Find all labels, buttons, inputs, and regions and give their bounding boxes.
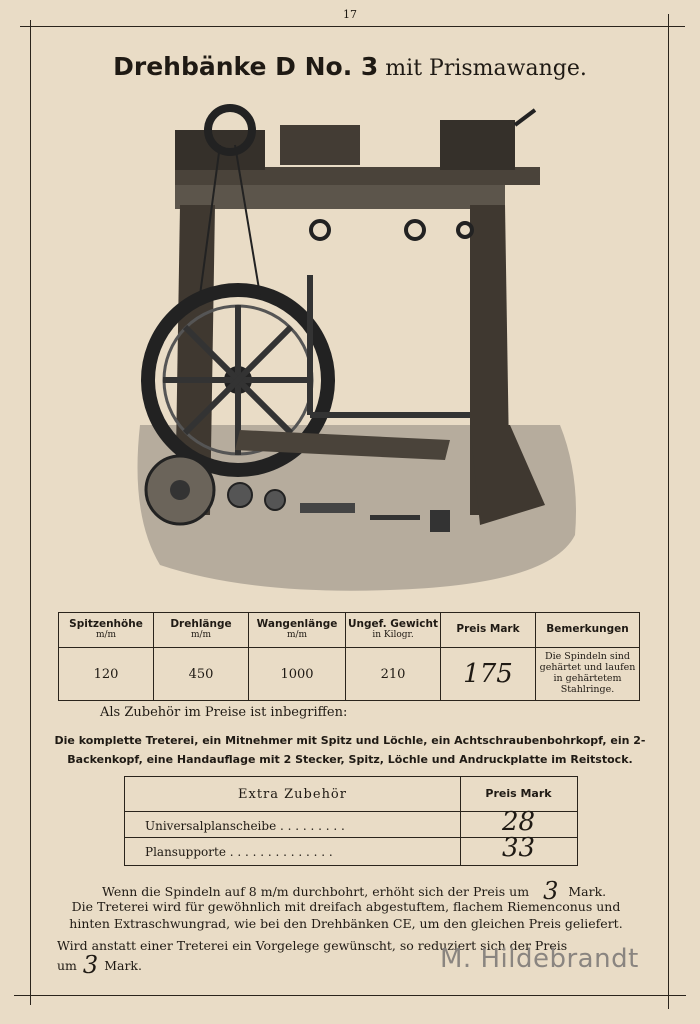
spec-header: Preis Mark xyxy=(441,613,536,648)
watermark: M. Hildebrandt xyxy=(440,944,639,974)
spec-header: Bemerkungen xyxy=(536,613,640,648)
spec-header-row xyxy=(59,613,640,648)
bore-note-text: Wenn die Spindeln auf 8 m/m durchbohrt, erhöht sich der Preis um xyxy=(102,884,530,899)
lathe-illustration xyxy=(130,95,580,600)
title-main: Drehbänke D No. 3 xyxy=(113,52,379,81)
frame-right-rule xyxy=(668,14,669,1009)
vorgelege-note-unit: Mark. xyxy=(104,958,142,973)
bore-note-unit: Mark. xyxy=(568,884,607,899)
frame-left-rule xyxy=(30,20,31,1005)
spec-cell: 210 xyxy=(346,648,441,701)
extra-accessories-table xyxy=(124,776,578,866)
extra-item-price: 28 xyxy=(501,807,536,837)
included-text: Die komplette Treterei, ein Mitnehmer mit Spitz und Löchle, ein Achtschraubenbohrkopf, ein 2-Backenkopf, eine Handauflage mit 2 Stecker, Spitz, Löchle und Andruckplatte im Reitstock. xyxy=(54,734,646,766)
treterei-note: Die Treterei wird für gewöhnlich mit dreifach abgestuftem, flachem Riemenconus und hinten Extraschwungrad, wie bei den Drehbänken CE, um den gleichen Preis geliefert. xyxy=(69,899,623,931)
spec-table xyxy=(58,612,640,701)
spec-cell: 1000 xyxy=(249,648,346,701)
spec-remarks-cell: Die Spindeln sind gehärtet und laufen in gehärtetem Stahlringe. xyxy=(536,648,640,701)
vorgelege-note-text: Wird anstatt einer Treterei ein Vorgelege gewünscht, so reduziert sich der Preis um xyxy=(57,938,568,973)
spec-header: Drehlänge m/m xyxy=(154,613,249,648)
spec-data-row xyxy=(59,648,640,701)
spec-header: Spitzenhöhe m/m xyxy=(59,613,154,648)
spec-header: Ungef. Gewicht in Kilogr. xyxy=(346,613,441,648)
frame-top-rule xyxy=(20,26,685,27)
extra-item-price: 33 xyxy=(501,833,536,863)
title-suffix: mit Prismawange. xyxy=(378,56,587,81)
extra-price-heading: Preis Mark xyxy=(485,787,552,800)
bore-note-value: 3 xyxy=(543,877,559,905)
vorgelege-note-value: 3 xyxy=(82,951,99,979)
page-title xyxy=(0,52,700,81)
extra-heading: Extra Zubehör xyxy=(238,787,347,802)
included-heading: Als Zubehör im Preise ist inbegriffen: xyxy=(100,705,348,720)
frame-bottom-rule xyxy=(14,995,686,996)
extra-item-name: Plansupporte . . . . . . . . . . . . . . xyxy=(145,845,333,859)
page-number: 17 xyxy=(343,8,357,21)
spec-price-cell: 175 xyxy=(441,648,536,701)
spec-header: Wangenlänge m/m xyxy=(249,613,346,648)
spec-cell: 120 xyxy=(59,648,154,701)
extra-item-name: Universalplanscheibe . . . . . . . . . xyxy=(145,819,345,833)
spec-cell: 450 xyxy=(154,648,249,701)
